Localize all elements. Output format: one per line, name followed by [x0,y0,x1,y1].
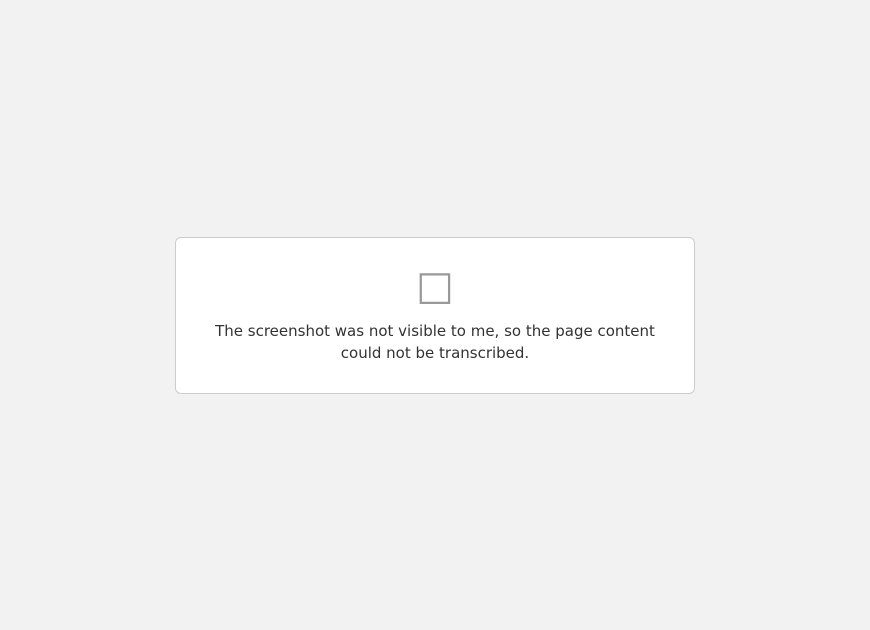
placeholder-panel [175,237,695,394]
notice-message: The screenshot was not visible to me, so the page content could not be transcribed. [215,321,655,362]
image-unavailable-icon: □ [416,262,454,309]
